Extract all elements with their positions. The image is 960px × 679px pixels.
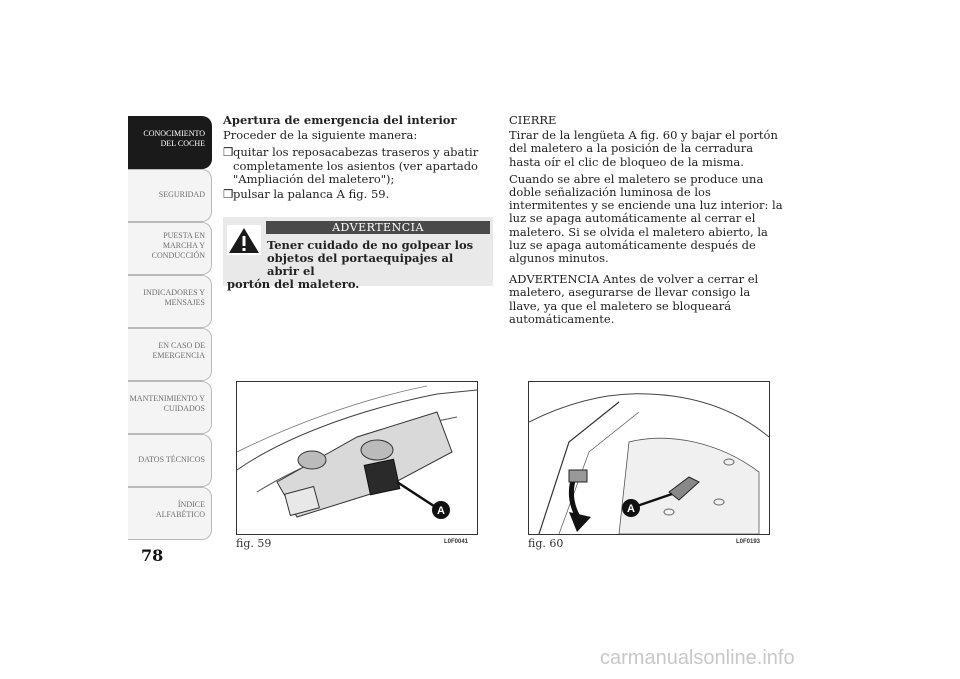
intro-text: Proceder de la siguiente manera:	[223, 128, 418, 143]
figure-code: L0F0193	[736, 539, 761, 545]
list-item: ❒ quitar los reposacabezas traseros y abatir completamente los asientos (ver apartado "Ampliación del maletero");	[223, 145, 479, 186]
tab-seguridad[interactable]: SEGURIDAD	[128, 169, 212, 222]
figure-caption: fig. 60	[528, 537, 564, 550]
tab-indice-alfabetico[interactable]: ÍNDICE ALFABÉTICO	[128, 487, 212, 540]
section-heading: Apertura de emergencia del interior	[223, 113, 457, 127]
paragraph: Tirar de la lengüeta A fig. 60 y bajar el portón del maletero a la posición de la cerradura hasta oír el clic de bloqueo de la misma.	[509, 128, 778, 169]
tab-mantenimiento-y-cuidados[interactable]: MANTENIMIENTO Y CUIDADOS	[128, 381, 212, 434]
figure-code: L0F0041	[444, 539, 469, 545]
warning-box	[223, 217, 493, 291]
list-item: ❒ pulsar la palanca A fig. 59.	[223, 187, 390, 202]
warning-title: ADVERTENCIA	[266, 221, 490, 234]
left-column	[223, 114, 493, 203]
tab-puesta-en-marcha[interactable]: PUESTA EN MARCHA Y CONDUCCIÓN	[128, 222, 212, 275]
watermark: carmanualsonline.info	[600, 647, 795, 669]
callout-label: A	[627, 503, 635, 515]
figure-caption: fig. 59	[236, 537, 272, 550]
figure-60	[528, 381, 770, 535]
tab-en-caso-de-emergencia[interactable]: EN CASO DE EMERGENCIA	[128, 328, 212, 381]
bullet-box-icon: ❒	[223, 187, 234, 202]
chapter-tabs	[128, 116, 212, 540]
figure-59	[236, 381, 478, 535]
warning-text: Tener cuidado de no golpear los objetos del portaequipajes al abrir el portón del maletero.	[227, 238, 474, 291]
page-number: 78	[141, 546, 164, 565]
trunk-lever-illustration	[237, 382, 477, 534]
callout-label: A	[437, 505, 445, 517]
bullet-box-icon: ❒	[223, 145, 234, 160]
paragraph: Cuando se abre el maletero se produce una doble señalización luminosa de los intermitentes y se enciende una luz interior: la luz se apaga automáticamente al cerrar el maletero. Si se olvida el maletero abierto, la luz se apaga automáticamente después de algunos minutos.	[509, 171, 783, 266]
section-heading: CIERRE	[509, 113, 557, 127]
paragraph: ADVERTENCIA Antes de volver a cerrar el maletero, asegurarse de llevar consigo la llave, ya que el maletero se bloqueará automáticamente.	[509, 272, 759, 326]
trunk-tab-illustration	[529, 382, 769, 534]
tab-indicadores-y-mensajes[interactable]: INDICADORES Y MENSAJES	[128, 275, 212, 328]
tab-conocimiento-del-coche[interactable]: CONOCIMIENTO DEL COCHE	[128, 116, 212, 169]
right-column	[509, 114, 784, 330]
tab-datos-tecnicos[interactable]: DATOS TÉCNICOS	[128, 434, 212, 487]
